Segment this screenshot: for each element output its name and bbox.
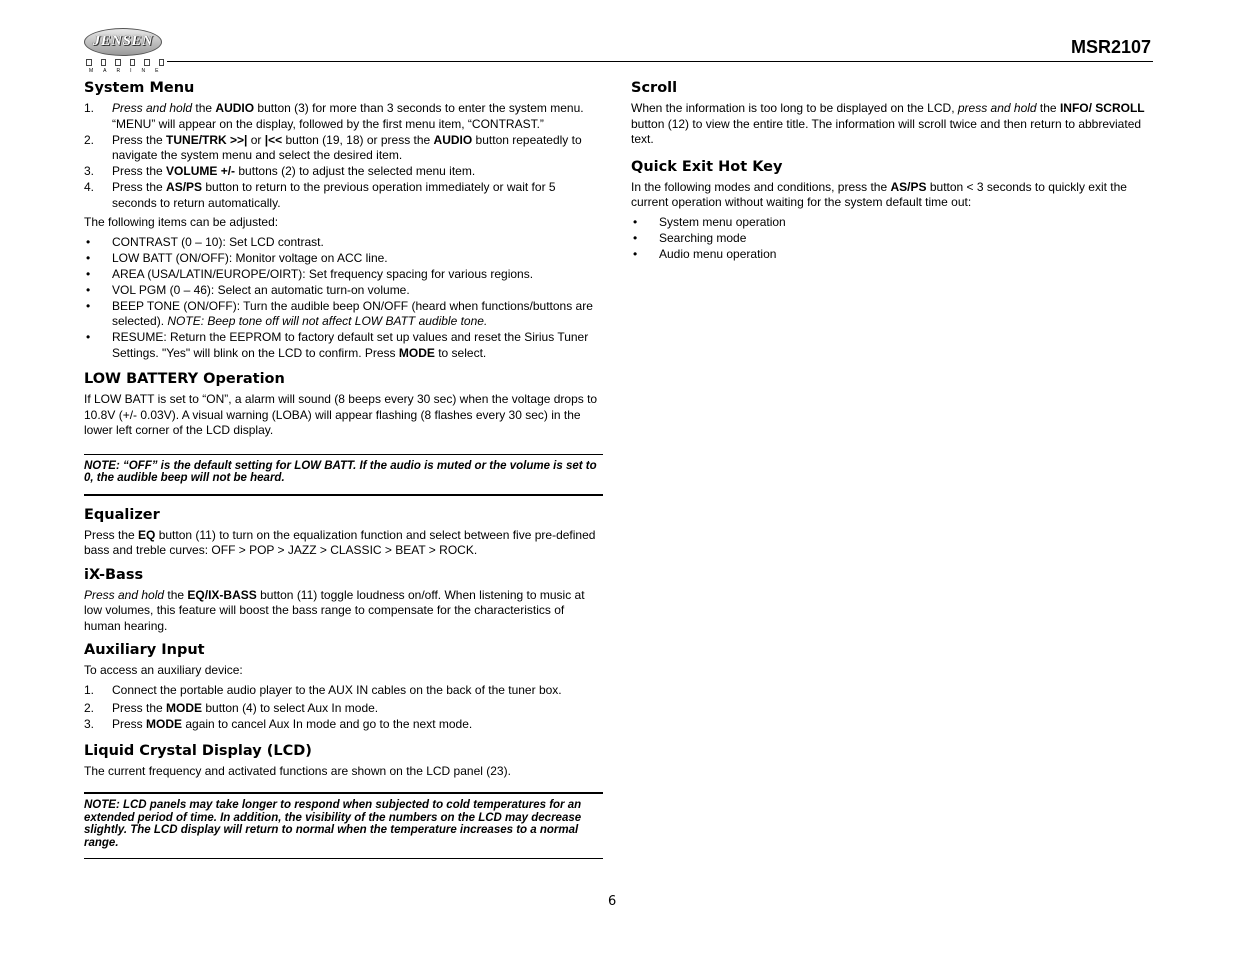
low-battery-heading: LOW BATTERY Operation xyxy=(84,371,285,387)
step-number: 1. xyxy=(84,682,95,697)
step-text: Press the TUNE/TRK >>| or |<< button (19, 18) or press the AUDIO button repeatedly to navigate the system menu and select the desired item. xyxy=(112,132,582,162)
quick-exit-heading: Quick Exit Hot Key xyxy=(631,158,783,175)
low-battery-text: If LOW BATT is set to “ON”, a alarm will sound (8 beeps every 30 sec) when the voltage drops to 10.8V (+/- 0.03V). A visual warning (LOBA) will appear flashing (8 flashes every 30 sec) in the lower left corner of the LCD display. xyxy=(84,392,598,437)
system-menu-steps xyxy=(84,101,603,211)
step-number: 3. xyxy=(84,717,95,731)
step-text: Press MODE again to cancel Aux In mode and go to the next mode. xyxy=(112,717,473,731)
step-number: 4. xyxy=(84,180,95,194)
list-item: • LOW BATT (ON/OFF): Monitor voltage on ACC line. xyxy=(86,250,388,265)
logo-square xyxy=(101,59,107,66)
list-item xyxy=(84,133,603,164)
model-number: MSR2107 xyxy=(1070,37,1151,57)
right-column xyxy=(631,79,1153,266)
list-item xyxy=(84,717,603,733)
list-item: • VOL PGM (0 – 46): Select an automatic turn-on volume. xyxy=(86,282,410,297)
adjustable-intro: The following items can be adjusted: xyxy=(84,215,279,229)
scroll-text: When the information is too long to be displayed on the LCD, press and hold the INFO/ SCROLL button (12) to view the entire title. The information will scroll twice and then return to abbreviated text. xyxy=(631,101,1145,146)
header-rule xyxy=(167,61,1153,62)
step-text: Press the MODE button (4) to select Aux In mode. xyxy=(112,701,379,715)
system-menu-heading: System Menu xyxy=(84,80,195,96)
step-number: 2. xyxy=(84,701,95,715)
list-item xyxy=(84,101,603,132)
low-battery-note: NOTE: “OFF” is the default setting for LOW BATT. If the audio is muted or the volume is set to 0, the audible beep will not be heard. xyxy=(84,454,603,496)
quick-exit-items xyxy=(631,215,1153,263)
step-text: Press the AS/PS button to return to the previous operation immediately or wait for 5 seconds to return automatically. xyxy=(112,180,556,210)
aux-intro: To access an auxiliary device: xyxy=(84,663,243,677)
list-item xyxy=(84,164,603,180)
step-text: Press and hold the AUDIO button (3) for more than 3 seconds to enter the system menu. “MENU” will appear on the display, followed by the first menu item, “CONTRAST.” xyxy=(112,101,584,131)
item-text: Audio menu operation xyxy=(659,246,777,261)
step-number: 3. xyxy=(84,164,95,178)
list-item: • Searching mode xyxy=(633,230,747,245)
ixbass-text: Press and hold the EQ/IX-BASS button (11) toggle loudness on/off. When listening to music at low volumes, this feature will boost the bass range to compensate for the characteristics of human hearing. xyxy=(84,587,585,633)
logo-square xyxy=(159,59,165,66)
step-number: 1. xyxy=(84,101,95,115)
step-text: Press the VOLUME +/- buttons (2) to adjust the selected menu item. xyxy=(112,164,476,178)
jensen-logo xyxy=(84,28,169,74)
equalizer-heading: Equalizer xyxy=(84,506,160,523)
list-item: • System menu operation xyxy=(633,214,786,229)
ixbass-heading: iX-Bass xyxy=(84,566,144,583)
step-text: Connect the portable audio player to the AUX IN cables on the back of the tuner box. xyxy=(112,682,562,697)
list-item: • AREA (USA/LATIN/EUROPE/OIRT): Set frequency spacing for various regions. xyxy=(86,266,534,281)
logo-squares xyxy=(84,59,164,66)
logo-text: JENSEN xyxy=(92,33,154,50)
item-text: BEEP TONE (ON/OFF): Turn the audible beep ON/OFF (heard when functions/buttons are selected). NOTE: Beep tone off will not affect LOW BATT audible tone. xyxy=(112,298,593,328)
item-text: CONTRAST (0 – 10): Set LCD contrast. xyxy=(112,234,324,249)
item-text: AREA (USA/LATIN/EUROPE/OIRT): Set frequency spacing for various regions. xyxy=(112,266,534,281)
list-item: • CONTRAST (0 – 10): Set LCD contrast. xyxy=(86,234,324,249)
logo-square xyxy=(130,59,136,66)
logo-oval xyxy=(84,28,162,56)
item-text: System menu operation xyxy=(659,214,786,229)
list-item xyxy=(84,683,603,699)
list-item: • BEEP TONE (ON/OFF): Turn the audible beep ON/OFF (heard when functions/buttons are selected). NOTE: Beep tone off will not affect LOW BATT audible tone. xyxy=(86,298,593,328)
scroll-heading: Scroll xyxy=(631,80,678,96)
logo-marine-text: MARINE xyxy=(89,68,169,74)
equalizer-text: Press the EQ button (11) to turn on the equalization function and select between five pre-defined bass and treble curves: OFF > POP > JAZZ > CLASSIC > BEAT > ROCK. xyxy=(84,527,596,557)
left-column xyxy=(84,79,603,859)
list-item: • Audio menu operation xyxy=(633,246,777,261)
lcd-heading: Liquid Crystal Display (LCD) xyxy=(84,742,312,759)
lcd-text: The current frequency and activated functions are shown on the LCD panel (23). xyxy=(84,763,511,778)
list-item xyxy=(84,180,603,211)
logo-square xyxy=(115,59,121,66)
adjustable-items xyxy=(84,235,603,362)
aux-steps xyxy=(84,683,603,733)
lcd-note: NOTE: LCD panels may take longer to respond when subjected to cold temperatures for an extended period of time. In addition, the visibility of the numbers on the LCD may decrease slightly. The LCD display will return to normal when the temperature increases to a normal range. xyxy=(84,792,603,859)
list-item xyxy=(84,701,603,717)
item-text: LOW BATT (ON/OFF): Monitor voltage on ACC line. xyxy=(112,250,388,265)
page-number: 6 xyxy=(608,894,617,909)
step-number: 2. xyxy=(84,132,95,147)
aux-heading: Auxiliary Input xyxy=(84,642,205,658)
quick-exit-text: In the following modes and conditions, press the AS/PS button < 3 seconds to quickly exit the current operation without waiting for the system default time out: xyxy=(631,179,1127,209)
item-text: VOL PGM (0 – 46): Select an automatic turn-on volume. xyxy=(112,282,410,297)
item-text: Searching mode xyxy=(659,230,747,245)
item-text: RESUME: Return the EEPROM to factory default set up values and reset the Sirius Tuner Settings. "Yes" will blink on the LCD to confirm. Press MODE to select. xyxy=(112,330,589,360)
list-item: • RESUME: Return the EEPROM to factory default set up values and reset the Sirius Tuner Settings. "Yes" will blink on the LCD to confirm. Press MODE to select. xyxy=(86,330,589,360)
logo-square xyxy=(144,59,150,66)
logo-square xyxy=(86,59,92,66)
